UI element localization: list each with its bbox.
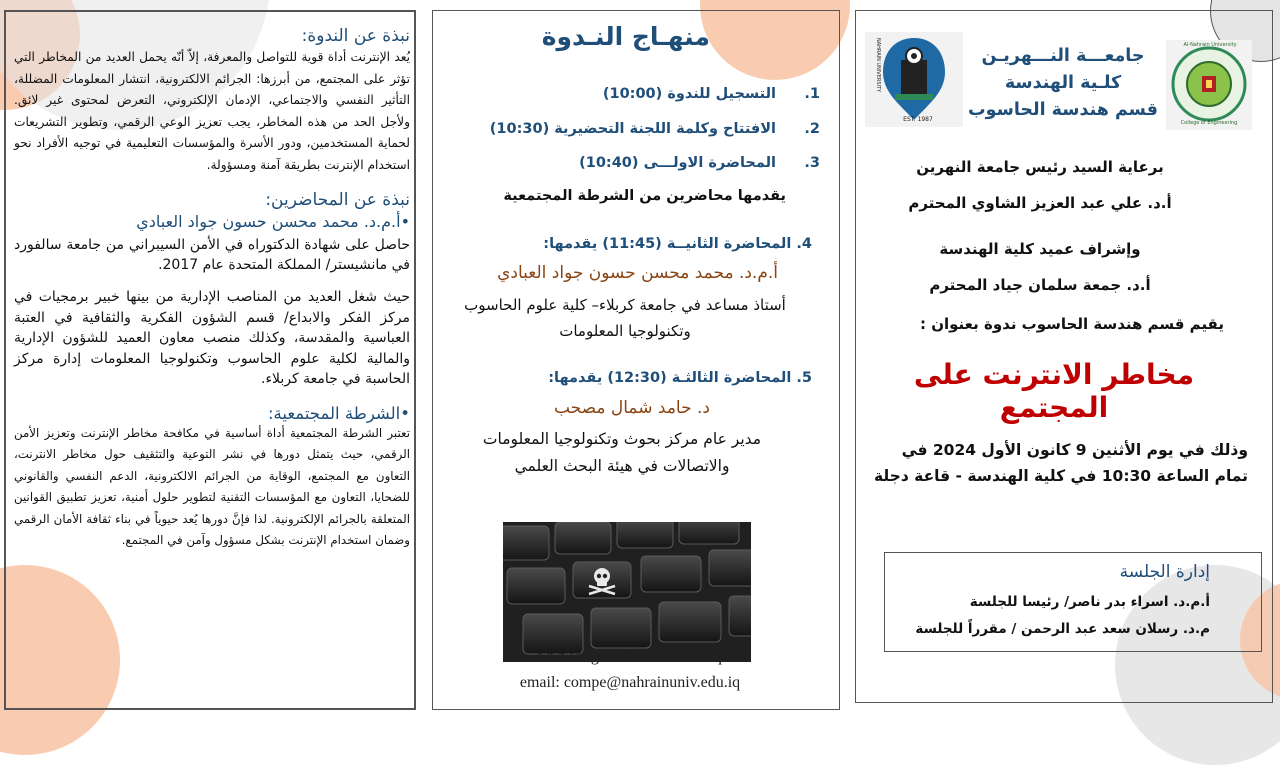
seminar-headline: مخاطر الانترنت على المجتمع: [913, 358, 1195, 424]
supervision-line-2: أ.د. جمعة سلمان جياد المحترم: [929, 276, 1151, 294]
program-item-4-head: 4. المحاضرة الثانيــة (11:45) يقدمها:: [543, 236, 812, 252]
program-item-4-name: أ.م.د. محمد محسن حسون جواد العبادي: [497, 263, 778, 283]
session-management-title: إدارة الجلسة: [1119, 562, 1210, 582]
police-title: •الشرطة المجتمعية:: [267, 403, 410, 423]
keyboard-skull-image: [503, 522, 751, 662]
program-item-1: [470, 86, 820, 102]
nahrain-university-logo: [865, 32, 963, 127]
session-chair: أ.م.د. اسراء بدر ناصر/ رئيسا للجلسة: [969, 594, 1210, 610]
seminar-intro: يقيم قسم هندسة الحاسوب ندوة بعنوان :: [919, 315, 1224, 333]
program-item-1-num: 1.: [804, 86, 820, 102]
engineering-logo-text: Al-Nahrain University: [1183, 42, 1237, 48]
college-name: كلـية الهندسة: [1004, 73, 1122, 93]
program-item-2: [470, 121, 820, 137]
program-item-2-num: 2.: [804, 121, 820, 137]
program-item-2-text: الافتتاح وكلمة اللجنة التحضيرية (10:30): [489, 121, 776, 137]
about-title: نبذة عن الندوة:: [301, 26, 410, 46]
lecturer1-bio-1: حاصل على شهادة الدكتوراه في الأمن السيبراني من جامعة سالفورد في مانشيستر/ المملكة المتحدة عام 2017.: [14, 237, 410, 273]
program-title: منهـاج النـدوة: [541, 22, 710, 51]
university-name: جامعـــة النـــهريـن: [981, 46, 1145, 66]
patronage-line-2: أ.د. علي عبد العزيز الشاوي المحترم: [908, 194, 1172, 212]
engineering-logo-sub: College of Engineering: [1180, 120, 1238, 126]
program-item-1-text: التسجيل للندوة (10:00): [602, 86, 776, 102]
police-text: تعتبر الشرطة المجتمعية أداة أساسية في مكافحة مخاطر الإنترنت وتعزيز الأمن الرقمي، حيث يتمثل دورها في نشر التوعية والتثقيف حول مخاطر الانترنت، التعاون مع المجتمع، الوقاية من الجرائم الالكترونية، الدعم النفسي والقانوني للضحايا، التعاون مع المؤسسات التقنية لتطوير حلول أمنية، تعزيز تطبيق القوانين المتعلقة بالجرائم الإلكترونية. لذا فإنَّ دورها يُعد حيوياً في بناء ثقافة الأمان الرقمي وضمان استخدام الإنترنت بشكل مسؤول وآمن في المجتمع.: [14, 425, 410, 548]
email-link[interactable]: email: compe@nahrainuniv.edu.iq: [519, 674, 741, 691]
lecturer1-name: •أ.م.د. محمد محسن حسون جواد العبادي: [136, 212, 410, 231]
website-link[interactable]: www.eng.nahrainuniv.edu.iq: [538, 648, 722, 665]
program-item-3: [470, 155, 820, 171]
nahrain-logo-text: NAHRAIN UNIVERSITY: [875, 38, 881, 93]
program-item-5-name: د. حامد شمال مصحب: [553, 398, 710, 418]
seminar-date-time: وذلك في يوم الأثنين 9 كانون الأول 2024 في تمام الساعة 10:30 في كلية الهندسة - قاعة دجلة: [873, 441, 1248, 485]
program-item-3-num: 3.: [804, 155, 820, 171]
session-rapporteur: م.د. رسلان سعد عبد الرحمن / مقرراً للجلسة: [915, 621, 1210, 637]
lecturers-title: نبذة عن المحاضرين:: [265, 190, 410, 210]
about-text: يُعد الإنترنت أداة قوية للتواصل والمعرفة، إلاّ أنّه يحمل العديد من المخاطر التي تؤثر على المجتمع، من أبرزها: الجرائم الالكترونية، انتشار المعلومات المضللة، التأثير النفسي والاجتماعي، الإدمان الإلكتروني، التعرض لمحتوى غير لائق. ولأجل الحد من هذه المخاطر، يجب تعزيز الوعي الرقمي، وتطوير التشريعات لحماية المستخدمين، ودور الأسرة والمؤسسات التعليمية في توجيه الأفراد نحو استخدام الإنترنت بطريقة آمنة ومسؤولة.: [14, 50, 410, 172]
program-item-5-head: 5. المحاضرة الثالثـة (12:30) يقدمها:: [548, 370, 812, 386]
program-item-4-desc: أستاذ مساعد في جامعة كربلاء– كلية علوم الحاسوب وتكنولوجيا المعلومات: [464, 296, 786, 340]
engineering-college-logo: [1166, 40, 1252, 130]
department-name: قسم هندسة الحاسوب: [968, 100, 1158, 120]
program-item-3-text: المحاضرة الاولـــى (10:40): [579, 155, 776, 171]
supervision-line-1: وإشراف عميد كلية الهندسة: [939, 240, 1141, 258]
engineering-logo-graphic: [1166, 40, 1252, 130]
nahrain-logo-year: EST. 1987: [903, 116, 933, 123]
patronage-line-1: برعاية السيد رئيس جامعة النهرين: [916, 158, 1164, 176]
program-item-3-sub: يقدمها محاضرين من الشرطة المجتمعية: [503, 188, 786, 204]
left-column: [14, 26, 410, 552]
lecturer1-bio-2: حيث شغل العديد من المناصب الإدارية من بينها خبير برمجيات في مركز الفكر والابداع/ قسم الشؤون الفكرية والثقافية في العتبة العباسية والمقدسة، وكذلك منصب معاون العميد للشؤون الإدارية والمالية لكلية علوم الحاسوب وتكنولوجيا المعلومات إدارة مركز الحاسبة في جامعة كربلاء.: [14, 289, 410, 387]
program-item-5-desc: مدير عام مركز بحوث وتكنولوجيا المعلومات والاتصالات في هيئة البحث العلمي: [482, 430, 762, 475]
keyboard-skull-illustration: [503, 522, 751, 662]
